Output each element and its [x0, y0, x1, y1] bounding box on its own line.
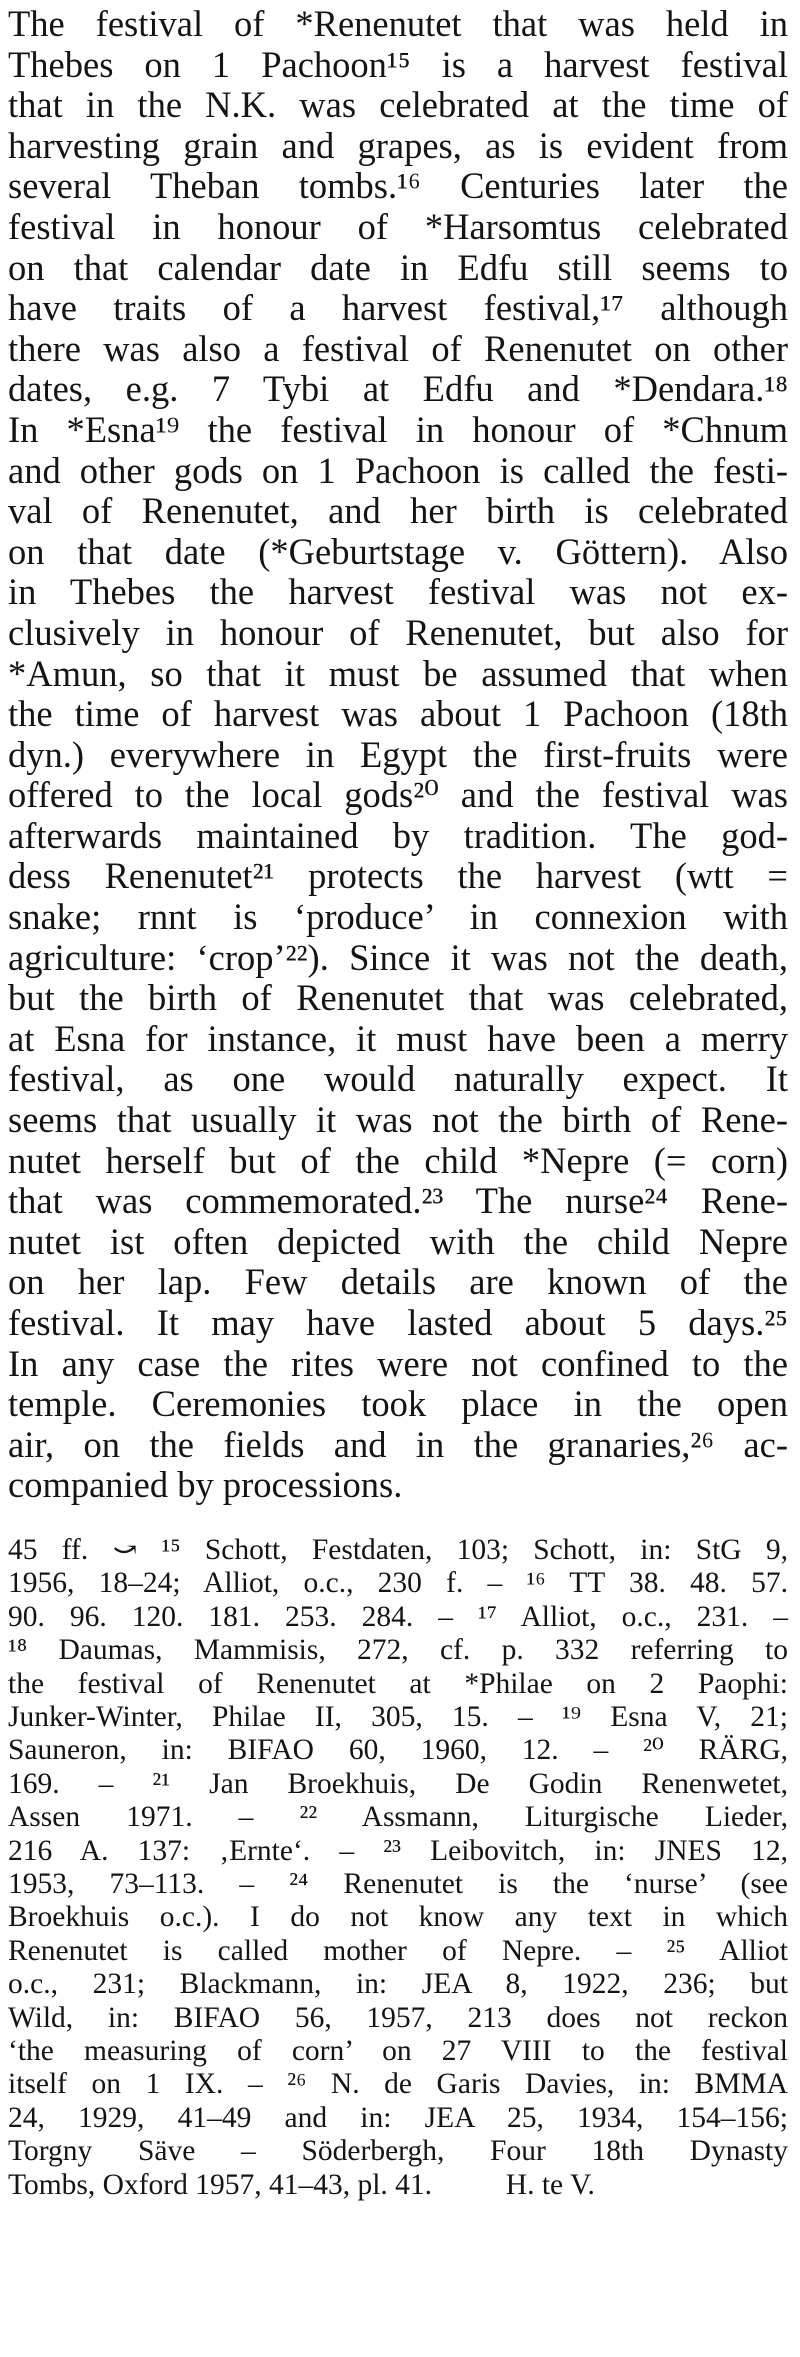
footnote-line: 1953, 73–113. – ²⁴ Renenutet is the ‘nurse’ (see	[8, 1868, 788, 1901]
text-line: the time of harvest was about 1 Pachoon (18th	[8, 693, 788, 735]
text-line: there was also a festival of Renenutet on other	[8, 327, 788, 369]
text-line: temple. Ceremonies took place in the open	[8, 1383, 788, 1425]
footnote-line: Junker-Winter, Philae II, 305, 15. – ¹⁹ Esna V, 21;	[8, 1701, 788, 1733]
text-line: festival. It may have lasted about 5 days.²⁵	[8, 1302, 788, 1343]
text-line: agriculture: ‘crop’²²). Since it was not the death,	[8, 936, 788, 978]
footnote-line: 90. 96. 120. 181. 253. 284. – ¹⁷ Alliot, o.c., 231. –	[8, 1600, 788, 1633]
text-line: In *Esna¹⁹ the festival in honour of *Chnum	[8, 408, 788, 450]
text-line: val of Renenutet, and her birth is celebrated	[8, 490, 788, 532]
text-line: that was commemorated.²³ The nurse²⁴ Rene-	[8, 1180, 788, 1222]
text-line: The festival of *Renenutet that was held in	[8, 3, 788, 44]
text-line: have traits of a harvest festival,¹⁷ although	[8, 287, 788, 329]
text-line: on her lap. Few details are known of the	[8, 1261, 788, 1303]
footnote-line: Broekhuis o.c.). I do not know any text in which	[8, 1901, 788, 1934]
text-line: In any case the rites were not confined to the	[8, 1342, 788, 1384]
footnote-line: 45 ff. ⤻ ¹⁵ Schott, Festdaten, 103; Schott, in: StG 9,	[8, 1533, 788, 1566]
text-line: several Theban tombs.¹⁶ Centuries later the	[8, 165, 788, 207]
footnote-line: ‘the measuring of corn’ on 27 VIII to the festival	[8, 2035, 788, 2068]
main-text	[8, 4, 788, 1506]
footnote-line: the festival of Renenutet at *Philae on 2 Paophi:	[8, 1667, 788, 1700]
footnote-line: 1956, 18–24; Alliot, o.c., 230 f. – ¹⁶ TT 38. 48. 57.	[8, 1567, 788, 1600]
footnote-line: ¹⁸ Daumas, Mammisis, 272, cf. p. 332 referring to	[8, 1634, 788, 1667]
footnotes	[8, 1534, 788, 2202]
text-line: companied by processions.	[8, 1464, 403, 1506]
text-line: but the birth of Renenutet that was celebrated,	[8, 977, 788, 1019]
footnote-line: Torgny Säve – Söderbergh, Four 18th Dynasty	[8, 2135, 788, 2168]
footnote-line: Tombs, Oxford 1957, 41–43, pl. 41. H. te V.	[8, 2168, 595, 2201]
footnote-line: Assen 1971. – ²² Assmann, Liturgische Lieder,	[8, 1801, 788, 1834]
text-line: dess Renenutet²¹ protects the harvest (wtt =	[8, 855, 788, 897]
footnote-line: Wild, in: BIFAO 56, 1957, 213 does not reckon	[8, 2001, 788, 2034]
footnote-line: 169. – ²¹ Jan Broekhuis, De Godin Renenwetet,	[8, 1767, 788, 1800]
text-line: afterwards maintained by tradition. The god-	[8, 814, 788, 856]
footnote-line: o.c., 231; Blackmann, in: JEA 8, 1922, 236; but	[8, 1968, 788, 2001]
footnote-line: Renenutet is called mother of Nepre. – ²⁵ Alliot	[8, 1934, 788, 1967]
text-line: snake; rnnt is ‘produce’ in connexion with	[8, 896, 788, 938]
footnote-line: Sauneron, in: BIFAO 60, 1960, 12. – ²⁰ RÄRG,	[8, 1734, 788, 1767]
text-line: Thebes on 1 Pachoon¹⁵ is a harvest festival	[8, 43, 788, 85]
text-line: nutet herself but of the child *Nepre (= corn)	[8, 1139, 788, 1181]
footnote-line: itself on 1 IX. – ²⁶ N. de Garis Davies, in: BMMA	[8, 2068, 788, 2101]
text-line: festival in honour of *Harsomtus celebrated	[8, 205, 788, 247]
text-line: offered to the local gods²⁰ and the festival was	[8, 774, 788, 816]
text-line: festival, as one would naturally expect. It	[8, 1058, 788, 1100]
text-line: *Amun, so that it must be assumed that when	[8, 652, 788, 694]
text-line: clusively in honour of Renenutet, but also for	[8, 611, 788, 653]
text-line: on that date (*Geburtstage v. Göttern). Also	[8, 530, 788, 572]
text-line: in Thebes the harvest festival was not ex-	[8, 571, 788, 613]
text-line: nutet ist often depicted with the child Nepre	[8, 1220, 788, 1262]
text-line: that in the N.K. was celebrated at the time of	[8, 84, 788, 126]
text-line: seems that usually it was not the birth of Rene-	[8, 1099, 788, 1141]
text-line: dyn.) everywhere in Egypt the first-fruits were	[8, 733, 788, 775]
text-line: at Esna for instance, it must have been a merry	[8, 1017, 788, 1059]
footnote-line: 216 A. 137: ‚Ernte‘. – ²³ Leibovitch, in: JNES 12,	[8, 1834, 788, 1867]
text-line: on that calendar date in Edfu still seems to	[8, 246, 788, 288]
text-line: dates, e.g. 7 Tybi at Edfu and *Dendara.¹⁸	[8, 368, 788, 410]
text-line: air, on the fields and in the granaries,²⁶ ac-	[8, 1423, 788, 1465]
text-line: harvesting grain and grapes, as is evident from	[8, 124, 788, 166]
text-line: and other gods on 1 Pachoon is called the festi-	[8, 449, 788, 491]
footnote-line: 24, 1929, 41–49 and in: JEA 25, 1934, 154–156;	[8, 2101, 788, 2134]
